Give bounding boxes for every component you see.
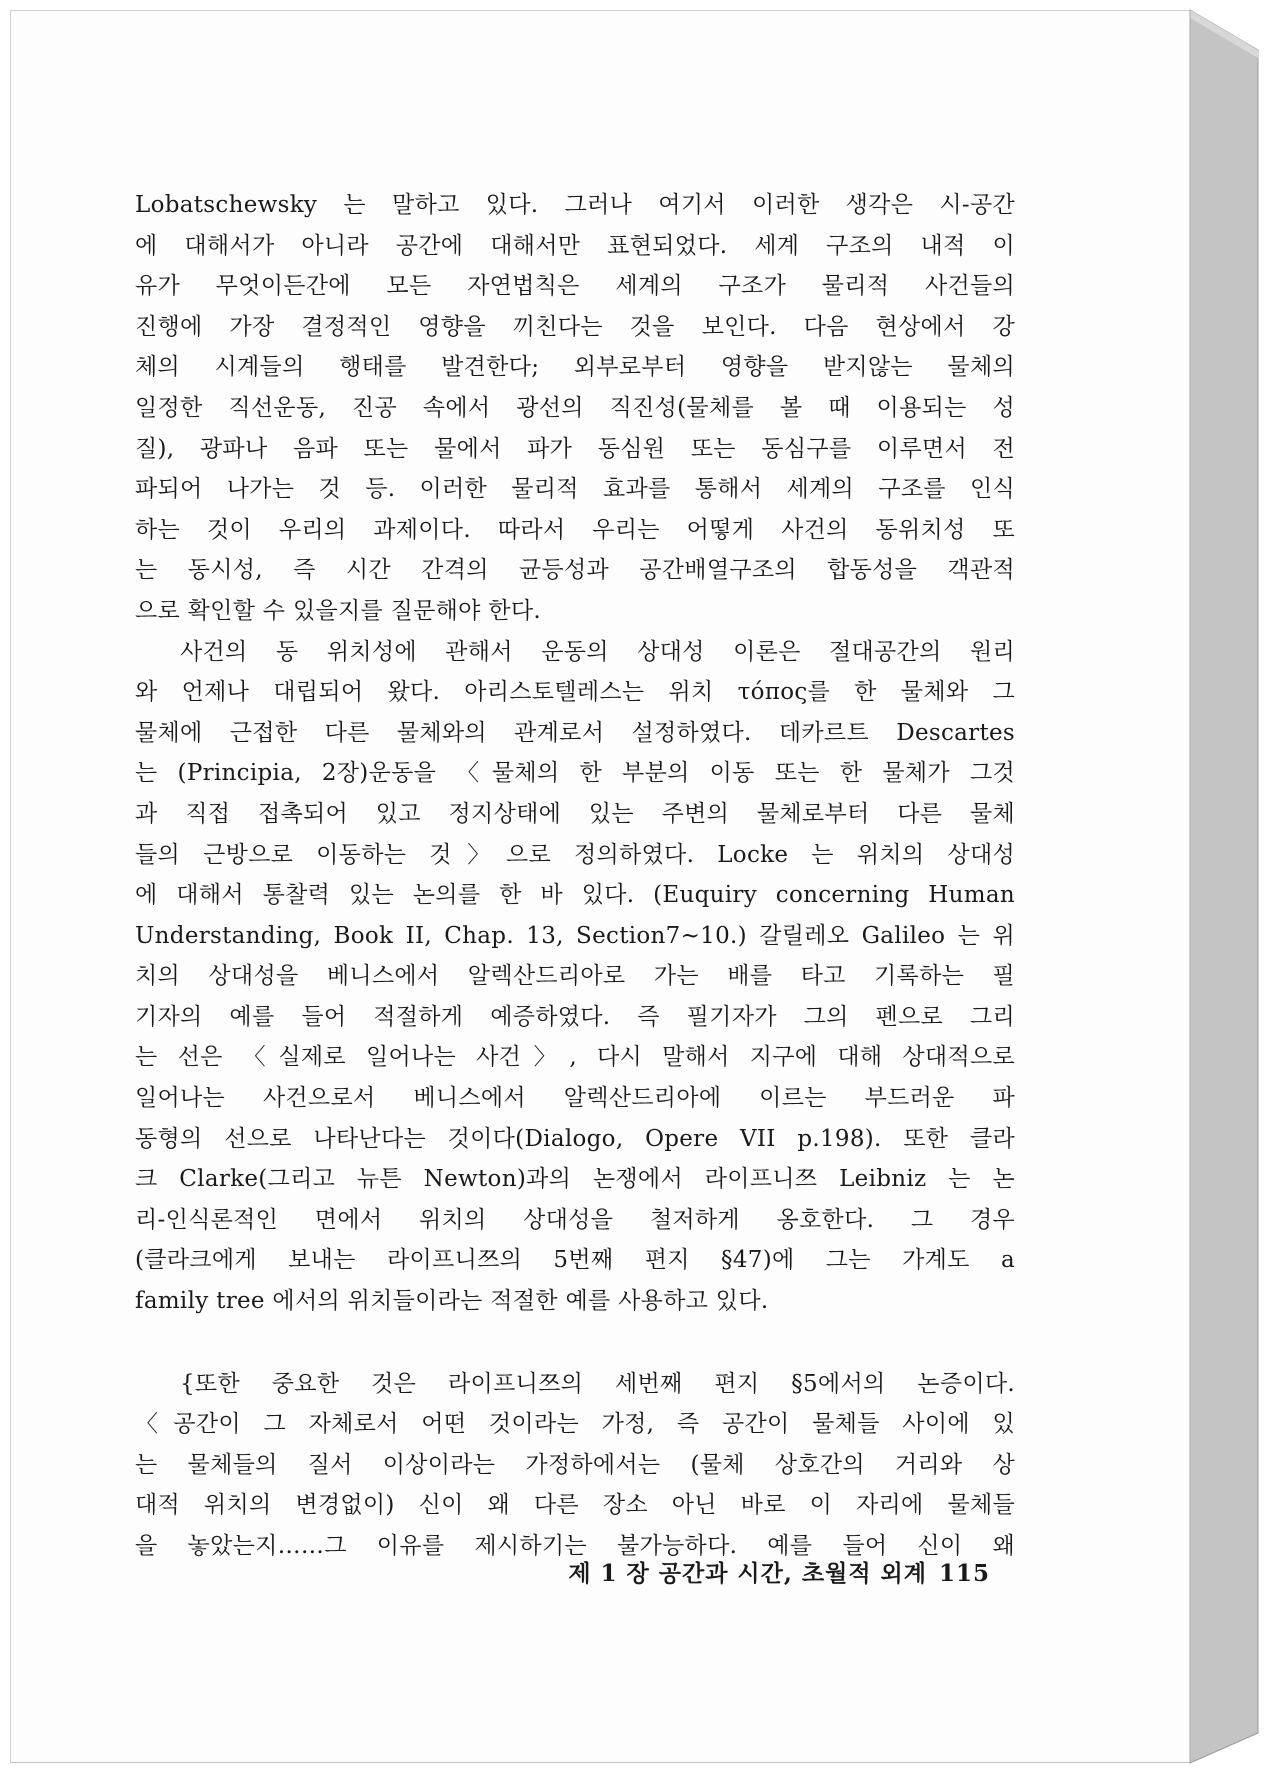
page-number: 115 xyxy=(938,1560,990,1587)
text-line: 질), 광파나 음파 또는 물에서 파가 동심원 또는 동심구를 이루면서 전 xyxy=(135,435,1015,462)
text-line: 치의 상대성을 베니스에서 알렉산드리아로 가는 배를 타고 기록하는 필 xyxy=(135,963,1015,990)
paragraph xyxy=(135,185,1015,632)
text-line: 하는 것이 우리의 과제이다. 따라서 우리는 어떻게 사건의 동위치성 또 xyxy=(135,516,1015,543)
text-line: 는 동시성, 즉 시간 간격의 균등성과 공간배열구조의 합동성을 객관적 xyxy=(135,557,1015,584)
body-text xyxy=(135,185,1015,1567)
paragraph-gap xyxy=(135,1322,1015,1364)
text-line: {또한 중요한 것은 라이프니쯔의 세번째 편지 §5에서의 논증이다. xyxy=(180,1370,1015,1397)
paragraph xyxy=(135,1364,1015,1567)
text-line: 물체에 근접한 다른 물체와의 관계로서 설정하였다. 데카르트 Descartes xyxy=(135,719,1015,746)
text-line: Understanding, Book II, Chap. 13, Section7~10.) 갈릴레오 Galileo 는 위 xyxy=(135,922,1015,949)
text-line: (클라크에게 보내는 라이프니쯔의 5번째 편지 §47)에 그는 가계도 a xyxy=(135,1247,1015,1274)
text-line: 〈공간이 그 자체로서 어떤 것이라는 가정, 즉 공간이 물체들 사이에 있 xyxy=(135,1411,1015,1438)
text-line: 기자의 예를 들어 적절하게 예증하였다. 즉 필기자가 그의 펜으로 그리 xyxy=(135,1003,1015,1030)
text-line: 진행에 가장 결정적인 영향을 끼친다는 것을 보인다. 다음 현상에서 강 xyxy=(135,313,1015,340)
text-line: family tree 에서의 위치들이라는 적절한 예를 사용하고 있다. xyxy=(135,1288,769,1315)
text-line: 파되어 나가는 것 등. 이러한 물리적 효과를 통해서 세계의 구조를 인식 xyxy=(135,476,1015,503)
text-line: 는 선은 〈실제로 일어나는 사건〉, 다시 말해서 지구에 대해 상대적으로 xyxy=(135,1044,1015,1071)
running-head: 제 1 장 공간과 시간, 초월적 외계 xyxy=(568,1560,927,1587)
text-line: 와 언제나 대립되어 왔다. 아리스토텔레스는 위치 τόπος를 한 물체와 그 xyxy=(135,679,1015,706)
text-line: 에 대해서가 아니라 공간에 대해서만 표현되었다. 세계 구조의 내적 이 xyxy=(135,232,1015,259)
text-line: 일어나는 사건으로서 베니스에서 알렉산드리아에 이르는 부드러운 파 xyxy=(135,1085,1015,1112)
text-line: 동형의 선으로 나타난다는 것이다(Dialogo, Opere VII p.198). 또한 클라 xyxy=(135,1125,1015,1152)
paragraph xyxy=(135,632,1015,1322)
text-line: 크 Clarke(그리고 뉴튼 Newton)과의 논쟁에서 라이프니쯔 Leibniz 는 논 xyxy=(135,1166,1015,1193)
text-line: 는 (Principia, 2장)운동을 〈물체의 한 부분의 이동 또는 한 물체가 그것 xyxy=(135,760,1015,787)
text-line: Lobatschewsky 는 말하고 있다. 그러나 여기서 이러한 생각은 시-공간 xyxy=(135,192,1015,218)
text-line: 유가 무엇이든간에 모든 자연법칙은 세계의 구조가 물리적 사건들의 xyxy=(135,273,1015,300)
text-line: 체의 시계들의 행태를 발견한다; 외부로부터 영향을 받지않는 물체의 xyxy=(135,354,1015,381)
text-line: 리-인식론적인 면에서 위치의 상대성을 철저하게 옹호한다. 그 경우 xyxy=(135,1206,1015,1233)
text-line: 일정한 직선운동, 진공 속에서 광선의 직진성(물체를 볼 때 이용되는 성 xyxy=(135,394,1015,421)
text-line: 으로 확인할 수 있을지를 질문해야 한다. xyxy=(135,597,541,624)
text-line: 는 물체들의 질서 이상이라는 가정하에서는 (물체 상호간의 거리와 상 xyxy=(135,1451,1015,1478)
text-line: 을 놓았는지……그 이유를 제시하기는 불가능하다. 예를 들어 신이 왜 xyxy=(135,1533,1015,1559)
text-line: 대적 위치의 변경없이) 신이 왜 다른 장소 아닌 바로 이 자리에 물체들 xyxy=(135,1492,1015,1519)
page-footer xyxy=(545,1555,990,1588)
text-line: 에 대해서 통찰력 있는 논의를 한 바 있다. (Euquiry concerning Human xyxy=(135,882,1015,909)
text-line: 사건의 동 위치성에 관해서 운동의 상대성 이론은 절대공간의 원리 xyxy=(180,638,1015,665)
text-line: 과 직접 접촉되어 있고 정지상태에 있는 주변의 물체로부터 다른 물체 xyxy=(135,800,1015,827)
text-line: 들의 근방으로 이동하는 것〉으로 정의하였다. Locke 는 위치의 상대성 xyxy=(135,841,1015,868)
